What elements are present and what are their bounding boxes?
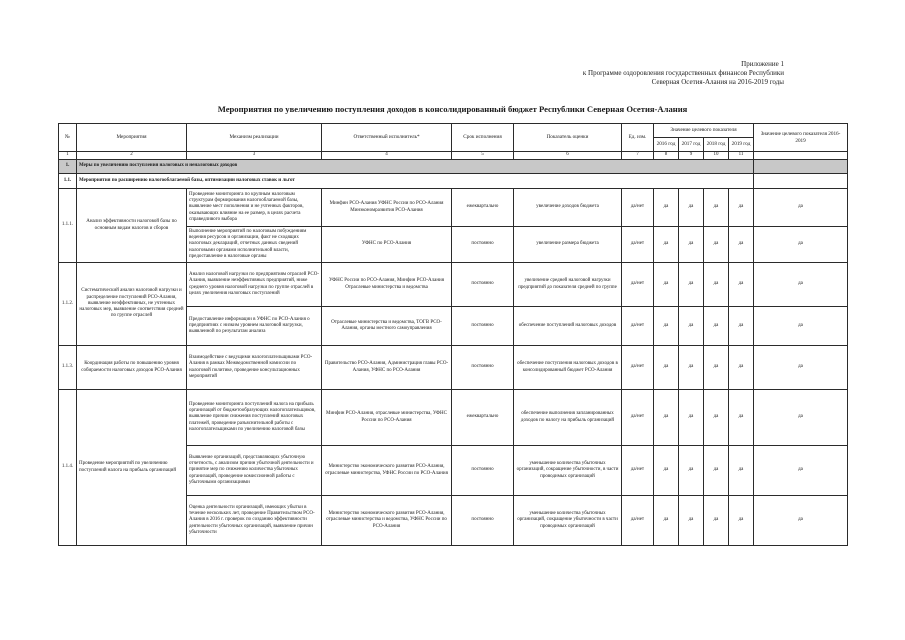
row-value-2019: да [729,227,754,263]
measures-table [58,123,848,546]
row-mechanism: Оценка деятельности организаций, имеющих убытки в течение нескольких лет, проведение Правительством РСО-Алания в 2016 г. проверок по созданию эффективности деятельности убыточных организаций, выявление причин убыточности [187,496,322,546]
row-value-2018: да [704,227,729,263]
appendix-label: Приложение 1 [741,60,784,68]
row-executor: Минфин РСО-Алания, отраслевые министерства, УФНС России по РСО-Алания [322,390,452,446]
row-value-2019: да [729,189,754,227]
table-row [59,390,848,446]
row-value-2017: да [679,496,704,546]
row-value-2018: да [704,496,729,546]
row-mechanism: Выполнение мероприятий по налоговым побуждениям ведения ресурсов и организации, факт не сходящих налоговых деклараций, отчетных данных сведений налоговыми органами исполнительной власти, предоставление в налоговые органы [187,227,322,263]
appendix-program: к Программе оздоровления государственных финансов Республики [582,68,784,77]
header-target: Значение целевого показателя [654,124,754,138]
row-value-2016: да [654,390,679,446]
header-total: Значение целевого показателя 2016-2019 [754,124,848,152]
col-number: 6 [514,152,622,160]
col-number: 3 [187,152,322,160]
row-value-2017: да [679,307,704,346]
row-number: 1.1.2. [59,263,77,346]
row-value-2018: да [704,346,729,390]
row-deadline: постоянно [452,446,514,496]
row-value-2019: да [729,496,754,546]
row-value-2017: да [679,227,704,263]
row-unit: да/нет [622,446,654,496]
row-unit: да/нет [622,496,654,546]
header-year-2018: 2018 год [704,138,729,152]
row-value-total: да [754,346,848,390]
row-event: Координация работы по повышению уровня собираемости налоговых доходов РСО-Алания [77,346,187,390]
row-value-total: да [754,227,848,263]
subsection-title: Мероприятия по расширению налогооблагаемой базы, оптимизации налоговых ставок и льгот [77,174,754,189]
header-unit: Ед. изм. [622,124,654,152]
subsection-number: 1.1. [59,174,77,189]
header-year-2016: 2016 год [654,138,679,152]
row-value-2016: да [654,263,679,307]
row-unit: да/нет [622,189,654,227]
row-value-2016: да [654,446,679,496]
row-value-2018: да [704,263,729,307]
row-value-2016: да [654,227,679,263]
row-value-total: да [754,390,848,446]
header-year-2019: 2019 год [729,138,754,152]
header-num: № [59,124,77,152]
row-value-2019: да [729,307,754,346]
row-value-total: да [754,263,848,307]
row-mechanism: Выявление организаций, представляющих убыточную отчетность, с анализом причин убыточной деятельности и принятие мер по снижению количества убыточных организаций, проведение комиссионной работы с убыточными организациями [187,446,322,496]
row-value-2018: да [704,390,729,446]
row-executor: Отраслевые министерства и ведомства, ТОГВ РСО-Алания, органы местного самоуправления [322,307,452,346]
row-number: 1.1.3. [59,346,77,390]
row-value-2016: да [654,346,679,390]
row-deadline: ежеквартально [452,390,514,446]
row-executor: УФНС России по РСО-Алания, Минфин РСО-Алания Отраслевые министерства и ведомства [322,263,452,307]
row-value-2017: да [679,390,704,446]
row-value-2018: да [704,307,729,346]
row-deadline: постоянно [452,307,514,346]
table-row [59,346,848,390]
row-value-total: да [754,307,848,346]
col-number: 2 [77,152,187,160]
appendix-block [484,60,784,86]
row-value-2017: да [679,189,704,227]
row-executor: Правительство РСО-Алания, Администрация главы РСО-Алания, УФНС по РСО-Алания [322,346,452,390]
col-number: 5 [452,152,514,160]
row-value-2019: да [729,263,754,307]
row-value-2019: да [729,346,754,390]
row-value-2017: да [679,446,704,496]
header-result: Показатель оценки [514,124,622,152]
row-result: обеспечение поступлений налоговых доходов [514,307,622,346]
table-row [59,189,848,227]
row-value-2016: да [654,307,679,346]
col-number: 8 [654,152,679,160]
section-title: Меры по увеличению поступления налоговых и неналоговых доходов [77,160,754,174]
row-event: Проведение мероприятий по увеличению поступлений налога на прибыль организаций [77,390,187,546]
col-number: 7 [622,152,654,160]
col-number: 4 [322,152,452,160]
row-event: Анализ эффективности налоговой базы по основным видам налогов и сборов [77,189,187,263]
row-result: обеспечение выполнения запланированных доходов по налогу на прибыль организаций [514,390,622,446]
header-event: Мероприятия [77,124,187,152]
row-mechanism: Проведение мониторинга по крупным налоговым структурам формирования налогооблагаемой базы, выявление мест пополнения и не учтенных факторов, оказывающих влияние на ее размер, в целях расчета справедливого выбора [187,189,322,227]
row-result: увеличение доходов бюджета [514,189,622,227]
header-year-2017: 2017 год [679,138,704,152]
row-number: 1.1.4. [59,390,77,546]
row-value-total: да [754,189,848,227]
row-unit: да/нет [622,227,654,263]
row-value-total: да [754,496,848,546]
row-value-2019: да [729,446,754,496]
row-executor: Министерство экономического развития РСО-Алания, отраслевые министерства, УФНС России по РСО-Алания [322,446,452,496]
row-result: обеспечение поступления налоговых доходов в консолидированный бюджет РСО-Алания [514,346,622,390]
row-unit: да/нет [622,390,654,446]
header-deadline: Срок исполнения [452,124,514,152]
header-mechanism: Механизм реализации [187,124,322,152]
row-mechanism: Проведение мониторинга поступлений налога на прибыль организаций от бюджетообразующих налогоплательщиков, выявление причин снижения поступлений налоговых платежей, проведение разъяснительной работы с налогоплательщиками по увеличению налоговой базы [187,390,322,446]
row-unit: да/нет [622,263,654,307]
section-number: 1. [59,160,77,174]
row-deadline: постоянно [452,496,514,546]
row-value-2018: да [704,189,729,227]
row-mechanism: Взаимодействие с ведущими налогоплательщиками РСО-Алания в рамках Межведомственной комиссии по налоговой политике, проведение консультационных мероприятий [187,346,322,390]
col-number: 9 [679,152,704,160]
row-unit: да/нет [622,346,654,390]
row-result: уменьшение количества убыточных организаций, сокращение убыточности, в части проводимых организаций [514,446,622,496]
row-executor: Минфин РСО-Алания УФНС России по РСО-Алания Минэкономразвития РСО-Алания [322,189,452,227]
row-result: увеличение средней налоговой нагрузки предприятий до показателя средней по группе [514,263,622,307]
col-number: 10 [704,152,729,160]
header-executor: Ответственный исполнитель* [322,124,452,152]
row-deadline: постоянно [452,227,514,263]
row-result: уменьшение количества убыточных организаций, сокращение убыточности в части проводимых организаций [514,496,622,546]
row-value-2019: да [729,390,754,446]
row-result: увеличение размера бюджета [514,227,622,263]
row-number: 1.1.1. [59,189,77,263]
row-deadline: ежеквартально [452,189,514,227]
row-value-2017: да [679,346,704,390]
row-mechanism: Предоставление информации в УФНС по РСО-Алания о предприятиях с низким уровнем налоговой нагрузки, выявленной по результатам анализа [187,307,322,346]
row-value-2017: да [679,263,704,307]
row-event: Систематический анализ налоговой нагрузки и распределение поступлений РСО-Алания, выявление неэффективных, не учтенных налоговых мер, выявление соответствия средней по группе отраслей [77,263,187,346]
table-row [59,263,848,307]
row-unit: да/нет [622,307,654,346]
row-deadline: постоянно [452,346,514,390]
col-number: 11 [729,152,754,160]
row-value-total: да [754,446,848,496]
row-value-2016: да [654,189,679,227]
row-deadline: постоянно [452,263,514,307]
row-executor: УФНС по РСО-Алания [322,227,452,263]
row-executor: Министерство экономического развития РСО-Алания, отраслевые министерства и ведомства, УФНС России по РСО-Алания [322,496,452,546]
appendix-period: Северная Осетия-Алания на 2016-2019 годы [651,77,784,86]
row-value-2016: да [654,496,679,546]
col-number: 1 [59,152,77,160]
row-mechanism: Анализ налоговой нагрузки по предприятиям отраслей РСО-Алания, выявление неэффективных предприятий, ниже среднего уровня налоговой нагрузки по группе отраслей в целях увеличения налоговых поступлений [187,263,322,307]
document-title: Мероприятия по увеличению поступления доходов в консолидированный бюджет Республики Северная Осетия-Алания [217,104,688,114]
row-value-2018: да [704,446,729,496]
